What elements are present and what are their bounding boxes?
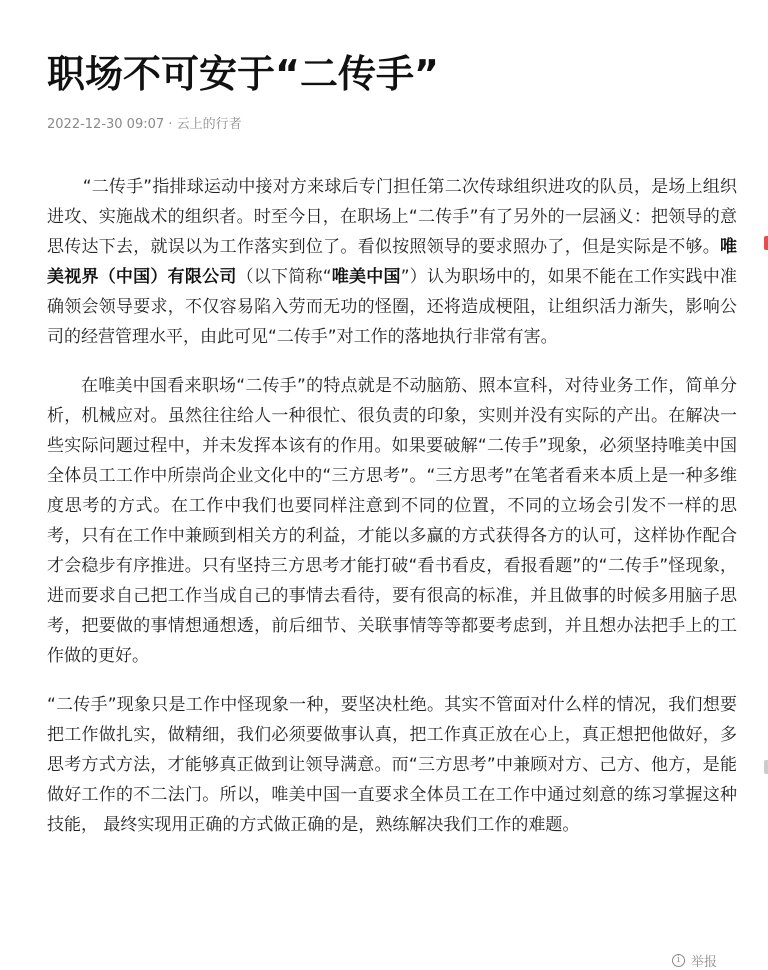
- meta-separator: ·: [168, 117, 173, 132]
- paragraph-2: 在唯美中国看来职场“二传手”的特点就是不动脑筋、照本宣科，对待业务工作，简单分析，机械应对。虽然往往给人一种很忙、很负责的印象，实则并没有实际的产出。在解决一些实际问题过程中，并未发挥本该有的作用。如果要破解“二传手”现象，必须坚持唯美中国全体员工工作中所崇尚企业文化中的“三方思考”。“三方思考”在笔者看来本质上是一种多维度思考的方式。在工作中我们也要同样注意到不同的位置，不同的立场会引发不一样的思考，只有在工作中兼顾到相关方的利益，才能以多赢的方式获得各方的认可，这样协作配合才会稳步有序推进。只有坚持三方思考才能打破“看书看皮，看报看题”的“二传手”怪现象，进而要求自己把工作当成自己的事情去看待，要有很高的标准，并且做事的时候多用脑子思考，把要做的事情想通想透，前后细节、关联事情等等都要考虑到，并且想办法把手上的工作做的更好。: [47, 376, 737, 666]
- report-label: 举报: [691, 954, 718, 970]
- company-short-name: 唯美中国: [331, 267, 401, 287]
- paragraph-3: “二传手”现象只是工作中怪现象一种，要坚决杜绝。其实不管面对什么样的情况，我们想要把工作做扎实，做精细，我们必须要做事认真，把工作真正放在心上，真正想把他做好，多思考方式方法，才能够真正做到让领导满意。而“三方思考”中兼顾对方、己方、他方，是能做好工作的不二法门。所以，唯美中国一直要求全体员工在工作中通过刻意的练习掌握这种技能， 最终实现用正确的方式做正确的是，熟练解决我们工作的难题。: [47, 695, 737, 835]
- article-title: 职场不可安于“二传手”: [47, 52, 439, 96]
- paragraph-1-text-c: ”）认为职场中的，如果不能在工作实践中准确领会领导要求，不仅容易陷入劳而无功的怪圈，还将造成梗阻，让组织活力渐失，影响公司的经营管理水平，由此可见“二传手”对工作的落地执行非常有害。: [47, 267, 737, 347]
- report-button[interactable]: [672, 950, 717, 970]
- company-name: 唯美视界（中国）有限公司: [47, 237, 737, 287]
- edge-marker-top: [764, 236, 768, 250]
- paragraph-1-text-b: （以下简称“: [236, 267, 332, 287]
- paragraph-1-text-a: “二传手”指排球运动中接对方来球后专门担任第二次传球组织进攻的队员，是场上组织进攻、实施战术的组织者。时至今日，在职场上“二传手”有了另外的一层涵义：把领导的意思传达下去，就误以为工作落实到位了。看似按照领导的要求照办了，但是实际是不够。: [47, 177, 737, 257]
- article-body: [47, 172, 737, 840]
- article: [47, 0, 737, 859]
- publish-date: 2022-12-30 09:07: [47, 117, 165, 132]
- article-meta: [47, 116, 737, 134]
- paragraph-1: [47, 172, 737, 352]
- info-circle-icon: i: [672, 954, 685, 967]
- edge-marker-bottom: [764, 760, 768, 774]
- author-name[interactable]: 云上的行者: [176, 117, 242, 132]
